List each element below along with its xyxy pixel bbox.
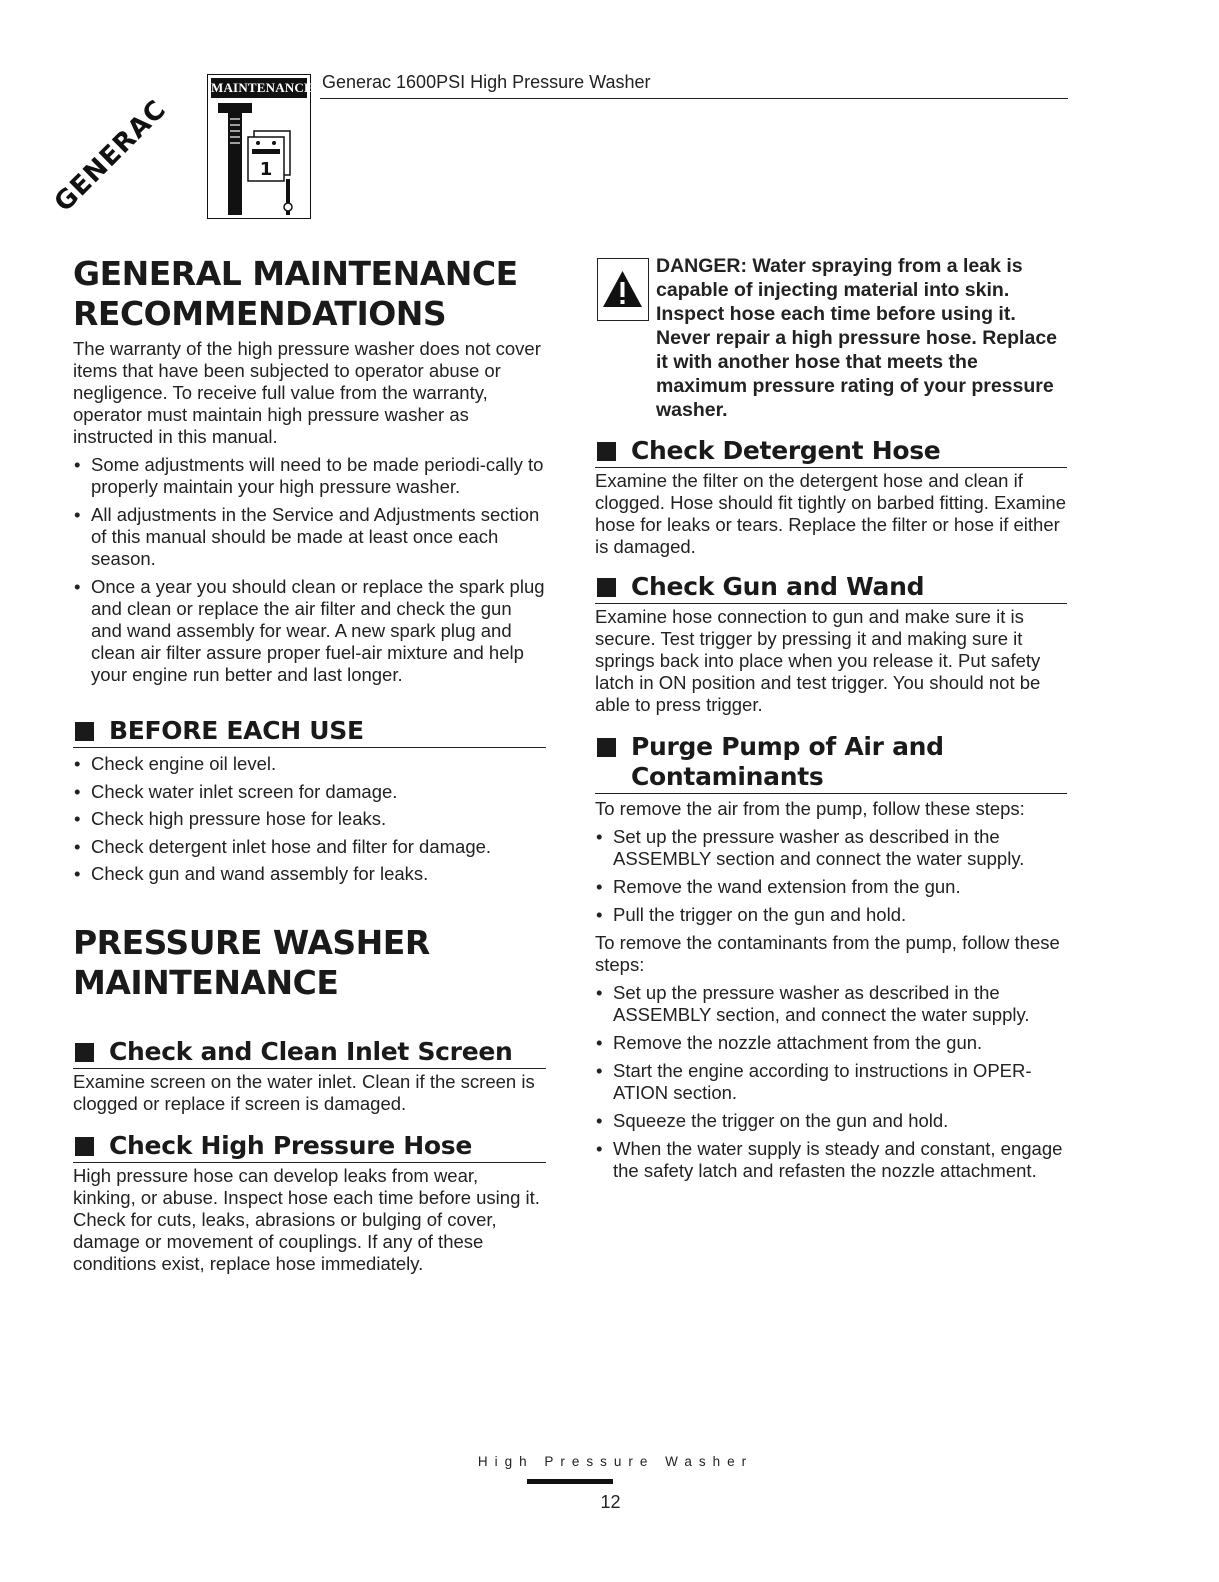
footer-bar: [527, 1479, 613, 1484]
maintenance-badge-label: MAINTENANCE: [211, 78, 307, 98]
header-rule: [320, 98, 1068, 99]
section-bullet-icon: [75, 1043, 94, 1062]
purge-air-steps: [595, 826, 1067, 926]
right-column: [595, 254, 1067, 1182]
general-maintenance-title: GENERAL MAINTENANCE RECOMMENDATIONS: [73, 254, 518, 333]
before-each-use-heading: BEFORE EACH USE: [73, 716, 546, 748]
generac-logo: GENERAC: [48, 94, 173, 218]
document-title: Generac 1600PSI High Pressure Washer: [322, 72, 651, 92]
list-item: • Check water inlet screen for damage.: [73, 781, 546, 803]
gun-and-wand-paragraph: Examine hose connection to gun and make sure it is secure. Test trigger by pressing it and making sure it springs back into place when you release it. Put safety latch in ON position and test trigger. You should not be able to press trigger.: [595, 606, 1041, 715]
list-item: • Remove the wand extension from the gun.: [595, 876, 1067, 898]
purge-pump-heading: Purge Pump of Air and Contaminants: [595, 732, 1067, 794]
section-bullet-icon: [597, 442, 616, 461]
page-number: 12: [600, 1492, 621, 1512]
wrench-calendar-icon: [214, 103, 306, 215]
high-pressure-hose-heading: Check High Pressure Hose: [73, 1131, 546, 1163]
list-item: • When the water supply is steady and constant, engage the safety latch and refasten the nozzle attachment.: [595, 1138, 1067, 1182]
maintenance-badge: [207, 74, 311, 219]
list-item: • Check gun and wand assembly for leaks.: [73, 863, 546, 885]
list-item: • Some adjustments will need to be made periodi-cally to properly maintain your high pressure washer.: [73, 454, 546, 498]
list-item: • Check engine oil level.: [73, 753, 546, 775]
warning-icon: [597, 258, 649, 321]
purge-contaminants-steps: [595, 982, 1067, 1182]
danger-notice: [595, 254, 1067, 422]
list-item: • Check detergent inlet hose and filter for damage.: [73, 836, 546, 858]
gun-and-wand-heading: Check Gun and Wand: [595, 572, 1067, 604]
pressure-washer-maintenance-title: PRESSURE WASHER MAINTENANCE: [73, 923, 430, 1002]
list-item: • Check high pressure hose for leaks.: [73, 808, 546, 830]
detergent-hose-heading: Check Detergent Hose: [595, 436, 1067, 468]
list-item: • All adjustments in the Service and Adjustments section of this manual should be made at least once each season.: [73, 504, 546, 570]
purge-contaminants-intro: To remove the contaminants from the pump, follow these steps:: [595, 932, 1060, 975]
warranty-paragraph: The warranty of the high pressure washer does not cover items that have been subjected to operator abuse or negligence. To receive full value from the warranty, operator must maintain high pressure washer as instructed in this manual.: [73, 338, 541, 447]
footer-title: High Pressure Washer: [477, 1454, 754, 1469]
section-bullet-icon: [75, 722, 94, 741]
list-item: • Set up the pressure washer as described in the ASSEMBLY section, and connect the water supply.: [595, 982, 1067, 1026]
calendar-number: 1: [259, 159, 273, 180]
inlet-screen-paragraph: Examine screen on the water inlet. Clean if the screen is clogged or replace if screen is damaged.: [73, 1071, 535, 1114]
section-bullet-icon: [75, 1137, 94, 1156]
list-item: • Set up the pressure washer as described in the ASSEMBLY section and connect the water supply.: [595, 826, 1067, 870]
left-column: [73, 254, 546, 1275]
danger-text: DANGER: Water spraying from a leak is capable of injecting material into skin. Inspect hose each time before using it. Never repair a high pressure hose. Replace it with another hose that meets the maximum pressure rating of your pressure washer.: [656, 255, 1058, 421]
section-bullet-icon: [597, 738, 616, 757]
list-item: • Squeeze the trigger on the gun and hold.: [595, 1110, 1067, 1132]
section-bullet-icon: [597, 578, 616, 597]
list-item: • Once a year you should clean or replace the spark plug and clean or replace the air filter and check the gun and wand assembly for wear. A new spark plug and clean air filter assure proper fuel-air mixture and help your engine run better and last longer.: [73, 576, 546, 686]
high-pressure-hose-paragraph: High pressure hose can develop leaks from wear, kinking, or abuse. Inspect hose each time before using it. Check for cuts, leaks, abrasions or bulging of cover, damage or movement of couplings. If any of these conditions exist, replace hose immediately.: [73, 1165, 540, 1274]
detergent-hose-paragraph: Examine the filter on the detergent hose and clean if clogged. Hose should fit tightly on barbed fitting. Examine hose for leaks or tears. Replace the filter or hose if either is damaged.: [595, 470, 1067, 557]
list-item: • Pull the trigger on the gun and hold.: [595, 904, 1067, 926]
list-item: • Start the engine according to instructions in OPER-ATION section.: [595, 1060, 1067, 1104]
list-item: • Remove the nozzle attachment from the gun.: [595, 1032, 1067, 1054]
purge-air-intro: To remove the air from the pump, follow these steps:: [595, 798, 1025, 819]
inlet-screen-heading: Check and Clean Inlet Screen: [73, 1037, 546, 1069]
before-use-checklist: [73, 753, 546, 885]
general-recommendations-list: [73, 454, 546, 686]
